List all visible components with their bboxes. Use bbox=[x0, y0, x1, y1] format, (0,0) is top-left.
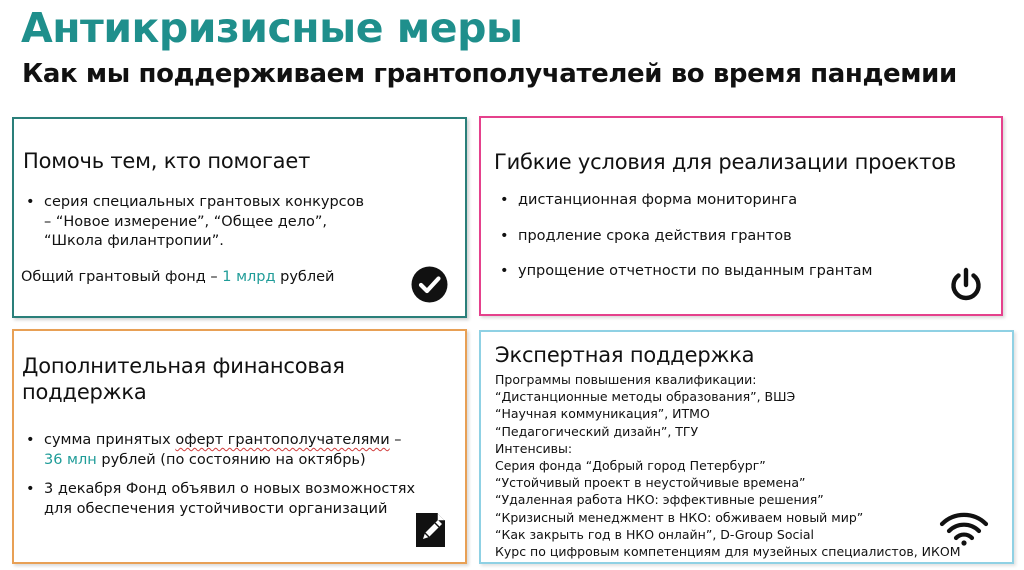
list-item: “Научная коммуникация”, ИТМО bbox=[495, 406, 710, 422]
list-item: “Как закрыть год в НКО онлайн”, D-Group Social bbox=[495, 526, 814, 542]
bullet-list bbox=[498, 191, 968, 282]
bullet-line: “Школа филантропии”. bbox=[44, 233, 224, 250]
card-title: Экспертная поддержка bbox=[495, 343, 755, 367]
fund-suffix: рублей bbox=[275, 269, 335, 285]
offer-amount: 36 млн bbox=[44, 451, 97, 468]
expert-lines bbox=[495, 371, 961, 560]
bullet-line: 3 декабря Фонд объявил о новых возможностях bbox=[44, 481, 416, 498]
page-subtitle: Как мы поддерживаем грантополучателей во время пандемии bbox=[22, 59, 957, 89]
bullet-text: рублей (по состоянию на октябрь) bbox=[96, 451, 366, 468]
page-title: Антикризисные меры bbox=[21, 4, 523, 52]
bullet-text: оферт грантополучателями bbox=[175, 432, 390, 448]
card-title-line: Дополнительная финансовая bbox=[22, 354, 345, 378]
list-item: “Кризисный менеджмент в НКО: обживаем новый мир” bbox=[495, 509, 864, 525]
card-title: Гибкие условия для реализации проектов bbox=[494, 150, 957, 174]
bullet-list bbox=[24, 431, 454, 519]
document-edit-icon bbox=[414, 512, 448, 552]
card-expert-support bbox=[479, 330, 1014, 564]
list-item: • дистанционная форма мониторинга bbox=[498, 191, 968, 211]
list-item: Курс по цифровым компетенциям для музейных специалистов, ИКОМ bbox=[495, 544, 961, 560]
bullet-text: – bbox=[389, 432, 402, 448]
card-title bbox=[22, 353, 345, 406]
list-item: • упрощение отчетности по выданным грантам bbox=[498, 262, 968, 282]
fund-amount: 1 млрд bbox=[222, 269, 276, 285]
check-circle-icon bbox=[411, 266, 448, 307]
list-item: Программы повышения квалификации: bbox=[495, 372, 757, 387]
card-additional-financial-support bbox=[12, 329, 467, 564]
list-item: Серия фонда “Добрый город Петербург” bbox=[495, 458, 766, 474]
card-help-those-who-help bbox=[12, 117, 467, 318]
bullet-text: сумма принятых bbox=[44, 432, 176, 448]
list-item: “Устойчивый проект в неустойчивые времена” bbox=[495, 475, 806, 491]
card-title: Помочь тем, кто помогает bbox=[23, 149, 311, 173]
card-flexible-conditions bbox=[479, 116, 1003, 316]
list-item bbox=[24, 431, 454, 470]
list-item bbox=[24, 480, 454, 519]
bullet-line: для обеспечения устойчивости организаций bbox=[44, 500, 388, 517]
list-item: • продление срока действия грантов bbox=[498, 227, 968, 247]
bullet-line: серия специальных грантовых конкурсов bbox=[44, 194, 365, 210]
wifi-icon bbox=[939, 512, 989, 550]
card-title-line: поддержка bbox=[22, 380, 147, 405]
bullet-line: – “Новое измерение”, “Общее дело”, bbox=[44, 213, 327, 230]
power-icon bbox=[947, 266, 985, 308]
list-item bbox=[24, 193, 454, 252]
fund-total bbox=[21, 269, 334, 285]
list-item: Интенсивы: bbox=[495, 440, 573, 456]
list-item: “Удаленная работа НКО: эффективные решения” bbox=[495, 492, 824, 508]
list-item: “Дистанционные методы образования”, ВШЭ bbox=[495, 389, 796, 405]
bullet-list bbox=[24, 193, 454, 252]
list-item: “Педагогический дизайн”, ТГУ bbox=[495, 423, 699, 439]
fund-prefix: Общий грантовый фонд – bbox=[21, 269, 223, 285]
